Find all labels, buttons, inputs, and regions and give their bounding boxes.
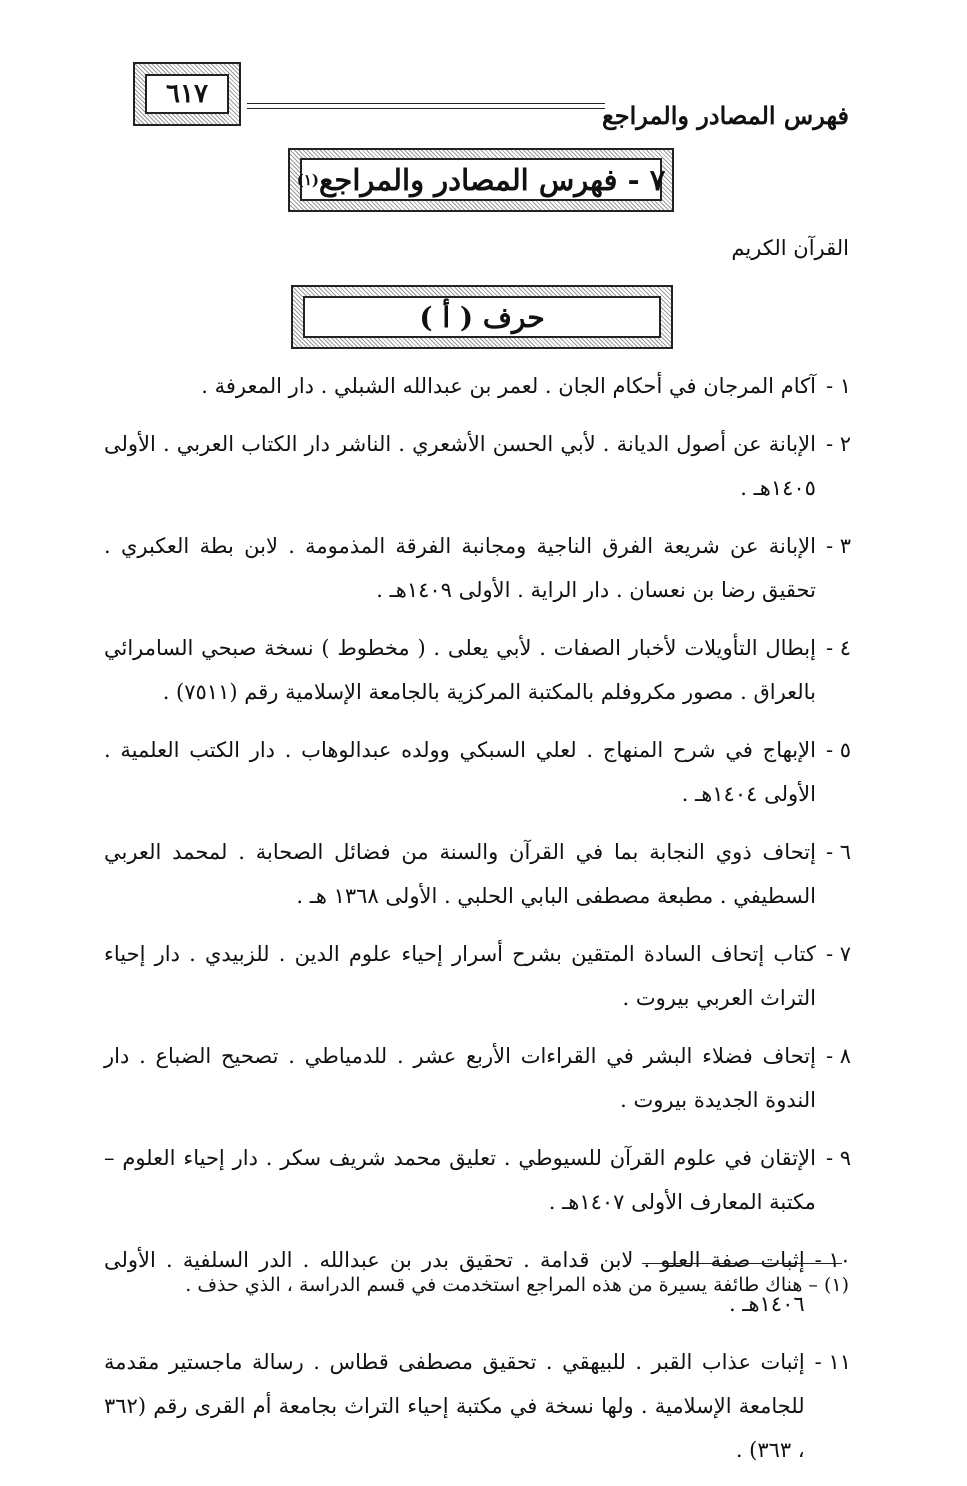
footnote-marker: (١) — [296, 170, 319, 189]
bibliography-entry — [104, 1034, 851, 1122]
entry-text: آكام المرجان في أحكام الجان . لعمر بن عبدالله الشبلي . دار المعرفة . — [201, 374, 816, 398]
running-head: فهرس المصادر والمراجع — [601, 101, 849, 130]
entry-number: ١ - — [825, 374, 851, 398]
bibliography-entry — [104, 830, 851, 918]
page-number-frame — [133, 62, 241, 126]
entry-number: ٧ - — [825, 942, 851, 966]
entry-number: ٥ - — [825, 738, 851, 762]
footnote: (١) – هناك طائفة يسيرة من هذه المراجع استخدمت في قسم الدراسة ، الذي حذف . — [185, 1274, 849, 1296]
entry-text: كتاب إتحاف السادة المتقين بشرح أسرار إحياء علوم الدين . للزبيدي . دار إحياء التراث العربي بيروت . — [104, 942, 816, 1010]
entry-text: إثبات صفة العلو . لابن قدامة . تحقيق بدر بن عبدالله . الدر السلفية . الأولى ١٤٠٦هـ . — [104, 1248, 805, 1316]
bibliography-entry — [104, 422, 851, 510]
bibliography-entry — [104, 728, 851, 816]
bibliography-list — [104, 364, 851, 1486]
bibliography-entry — [104, 1340, 851, 1472]
chapter-title — [296, 158, 666, 201]
bibliography-entry — [104, 524, 851, 612]
quran-entry: القرآن الكريم — [731, 236, 849, 260]
chapter-title-text: ٧ - فهرس المصادر والمراجع — [319, 162, 666, 197]
bibliography-entry — [104, 1136, 851, 1224]
entry-text: الإبهاج في شرح المنهاج . لعلي السبكي وولده عبدالوهاب . دار الكتب العلمية . الأولى ١٤٠٤هـ . — [104, 738, 816, 806]
entry-text: إتحاف فضلاء البشر في القراءات الأربع عشر . للدمياطي . تصحيح الضباع . دار الندوة الجديدة بيروت . — [104, 1044, 816, 1112]
entry-text: إبطال التأويلات لأخبار الصفات . لأبي يعلى . ( مخطوط ) نسخة صبحي السامرائي بالعراق . مصور مكروفلم بالمكتبة المركزية بالجامعة الإسلامية رقم (٧٥١١) . — [104, 636, 816, 704]
entry-number: ٨ - — [825, 1044, 851, 1068]
entry-number: ٤ - — [825, 636, 851, 660]
entry-number: ٢ - — [825, 432, 851, 456]
entry-number: ١١ - — [814, 1350, 851, 1374]
bibliography-entry — [104, 626, 851, 714]
entry-number: ٩ - — [825, 1146, 851, 1170]
entry-number: ٣ - — [825, 534, 851, 558]
entry-text: الإبانة عن أصول الديانة . لأبي الحسن الأشعري . الناشر دار الكتاب العربي . الأولى ١٤٠٥هـ . — [104, 432, 816, 500]
page-number: ٦١٧ — [145, 74, 229, 114]
entry-text: إثبات عذاب القبر . للبيهقي . تحقيق مصطفى قطاس . رسالة ماجستير مقدمة للجامعة الإسلامية . ولها نسخة في مكتبة إحياء التراث بجامعة أم القرى رقم (٣٦٢ ، ٣٦٣) . — [104, 1350, 805, 1462]
chapter-title-frame — [288, 148, 674, 212]
header-rule — [247, 103, 605, 109]
entry-text: الإبانة عن شريعة الفرق الناجية ومجانبة الفرقة المذمومة . لابن بطة العكبري . تحقيق رضا بن نعسان . دار الراية . الأولى ١٤٠٩هـ . — [104, 534, 816, 602]
entry-number: ١٠ - — [814, 1248, 851, 1272]
bibliography-entry — [104, 364, 851, 408]
bibliography-entry — [104, 932, 851, 1020]
section-letter-frame — [291, 285, 673, 349]
entry-text: إتحاف ذوي النجابة بما في القرآن والسنة من فضائل الصحابة . لمحمد العربي السطيفي . مطبعة مصطفى البابي الحلبي . الأولى ١٣٦٨ هـ . — [104, 840, 816, 908]
footnote-separator — [642, 1263, 842, 1264]
entry-number: ٦ - — [825, 840, 851, 864]
section-letter: حرف ( أ ) — [303, 296, 661, 338]
entry-text: الإتقان في علوم القرآن للسيوطي . تعليق محمد شريف سكر . دار إحياء العلوم – مكتبة المعارف الأولى ١٤٠٧هـ . — [104, 1146, 816, 1214]
